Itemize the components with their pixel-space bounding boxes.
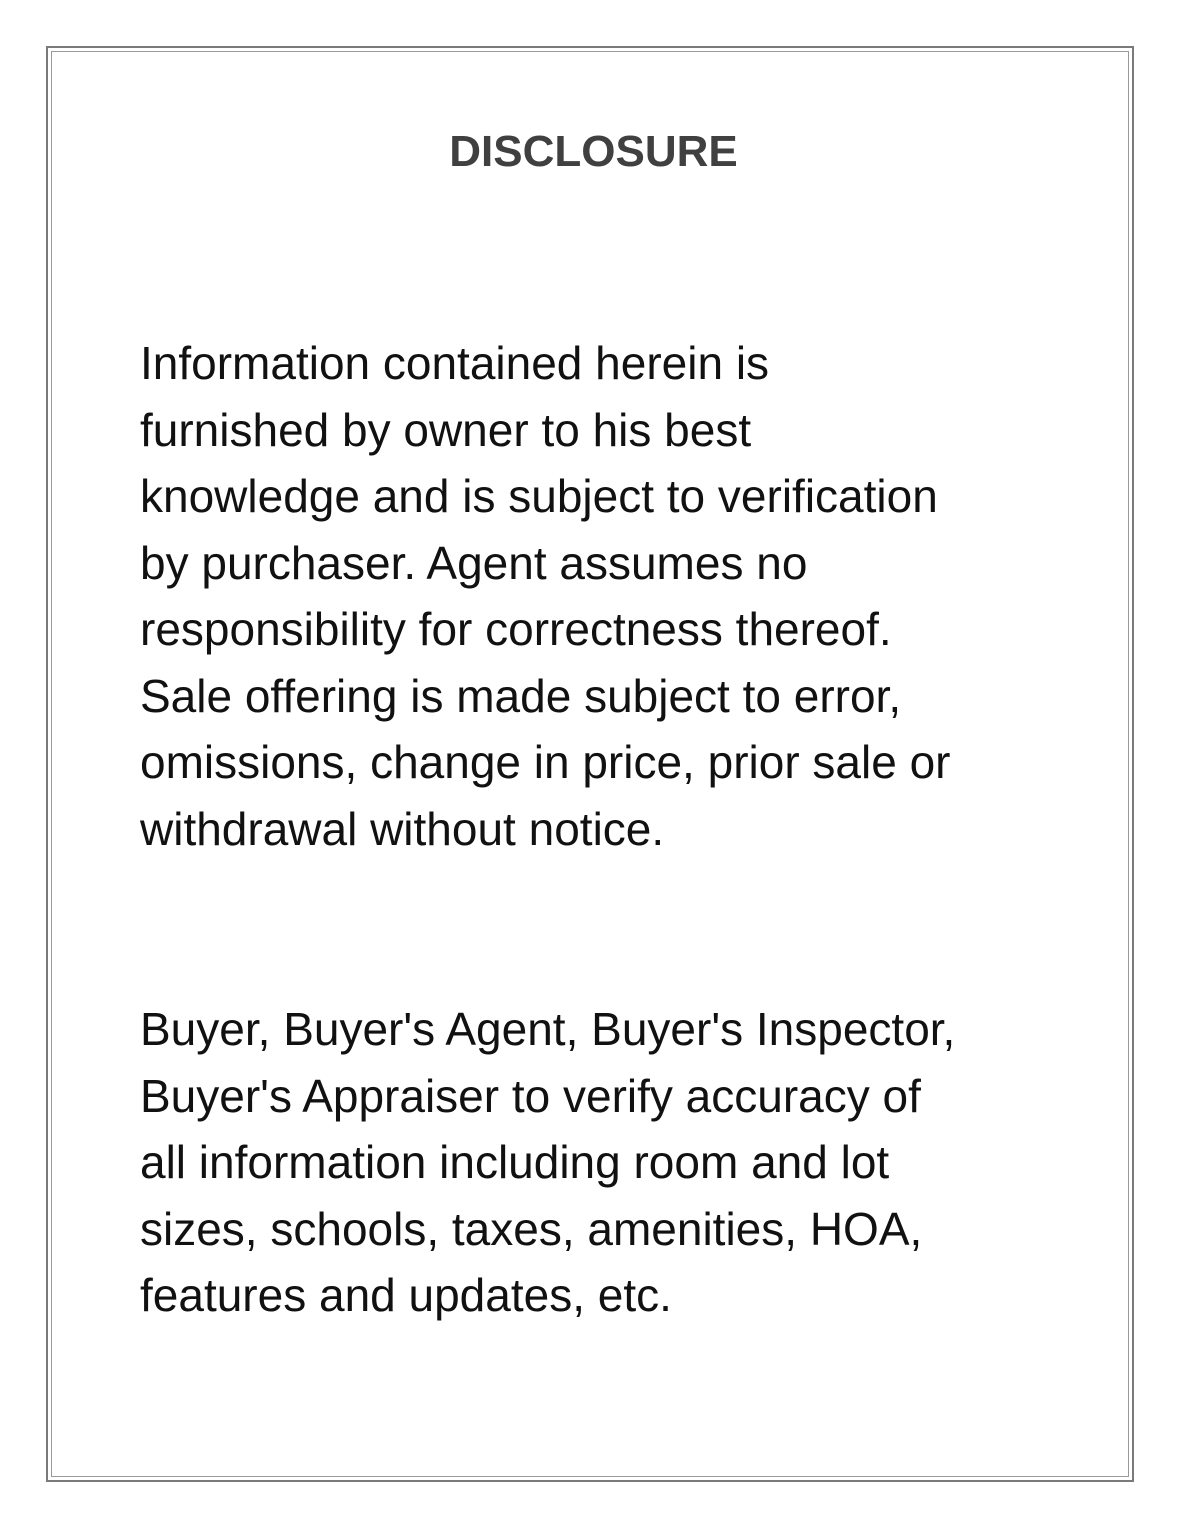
paragraph-line: all information including room and lot bbox=[140, 1136, 890, 1188]
paragraph-line: features and updates, etc. bbox=[140, 1269, 672, 1321]
paragraph-line: Sale offering is made subject to error, bbox=[140, 669, 902, 722]
paragraph-line: Buyer, Buyer's Agent, Buyer's Inspector, bbox=[140, 1003, 956, 1055]
disclosure-paragraph-2 bbox=[140, 996, 1060, 1329]
paragraph-line: by purchaser. Agent assumes no bbox=[140, 536, 808, 589]
paragraph-line: Information contained herein is bbox=[140, 337, 770, 389]
paragraph-line: omissions, change in price, prior sale or bbox=[140, 736, 951, 788]
paragraph-line: Buyer's Appraiser to verify accuracy of bbox=[140, 1069, 921, 1122]
paragraph-line: knowledge and is subject to verification bbox=[140, 470, 938, 522]
paragraph-line: furnished by owner to his best bbox=[140, 403, 752, 456]
paragraph-line: responsibility for correctness thereof. bbox=[140, 603, 892, 655]
paragraph-line: withdrawal without notice. bbox=[140, 802, 665, 855]
document-title: DISCLOSURE bbox=[449, 127, 738, 176]
disclosure-paragraph-1 bbox=[140, 330, 1060, 862]
paragraph-line: sizes, schools, taxes, amenities, HOA, bbox=[140, 1202, 923, 1255]
